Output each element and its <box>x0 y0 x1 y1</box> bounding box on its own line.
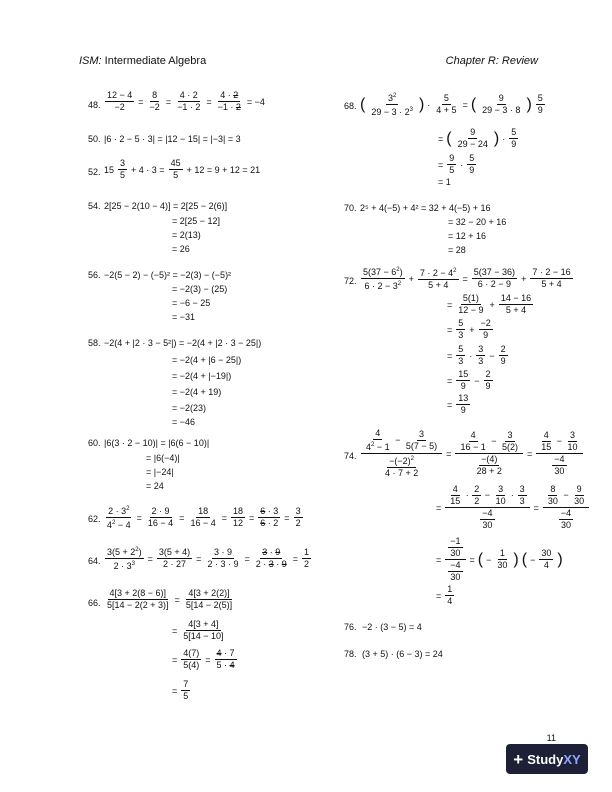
problem-74-line-3: = $\frac{\frac{-1}{30}}{\frac{-4}{30}}$ = ( − $\frac{1}{30}$ ) ( − $\frac{30}{4}$ ) <box>436 536 563 582</box>
problem-54-line-3: = 2(13) <box>172 230 201 240</box>
problem-56-line-1: −2(5 − 2) − (−5)² = −2(3) − (−5)² <box>104 270 232 280</box>
problem-50: |6 · 2 − 5 · 3| = |12 − 15| = |−3| = 3 <box>104 134 241 144</box>
problem-76-number: 76. <box>344 622 357 632</box>
problem-70-line-4: = 28 <box>448 245 466 255</box>
problem-58-line-5: = −2(23) <box>172 403 207 413</box>
problem-54-line-2: = 2[25 − 12] <box>172 216 221 226</box>
problem-72-line-1: $\frac{5(37 - 6^2)}{6 \cdot 2 - 3^2}$ + $\frac{7 \cdot 2 - 4^2}{5 + 4}$ = $\frac{5(37 - 36)}{6 \cdot 2 - 9}$ + $\frac{7 \cdot 2 - 16}{5 + 4}$ <box>363 267 571 291</box>
problem-54-number: 54. <box>88 201 101 211</box>
problem-56-number: 56. <box>88 270 101 280</box>
problem-66-line-3: = $\frac{4(7)}{5(4)}$ = $\frac{4 \cdot 7}{5 \cdot 4}$ <box>172 648 235 670</box>
problem-72-line-6: = $\frac{13}{9}$ <box>447 393 469 415</box>
problem-72-number: 72. <box>344 276 357 286</box>
problem-70-number: 70. <box>344 203 357 213</box>
problem-58-line-1: −2(4 + |2 · 3 − 5²|) = −2(4 + |2 · 3 − 25|) <box>104 338 262 348</box>
problem-78: (3 + 5) · (6 − 3) = 24 <box>362 649 443 659</box>
problem-54-line-4: = 26 <box>172 244 190 254</box>
running-header-right: Chapter R: Review <box>445 55 538 67</box>
problem-72-line-5: = $\frac{15}{9}$ − $\frac{2}{9}$ <box>447 369 491 391</box>
problem-60-number: 60. <box>88 438 101 448</box>
problem-68-number: 68. <box>344 101 357 111</box>
problem-58-line-4: = −2(4 + 19) <box>172 387 222 397</box>
problem-60-line-4: = 24 <box>146 481 164 491</box>
problem-64-number: 64. <box>88 556 101 566</box>
problem-60-line-2: = |6(−4)| <box>146 453 180 463</box>
problem-66-line-4: = $\frac{7}{5}$ <box>172 679 189 701</box>
problem-74-line-1: $\frac{4}{4^2 - 1}$ − $\frac{3}{5(7 - 5)}$ $\frac{-(-2)^2}{4 \cdot 7 + 2}$ = $\frac{4}{16 - 1}$ − $\frac{3}{5(2)}$ $\frac{-(4)}{28 + 2}$ = $\frac{4}{15}$ − $\frac{3}{10}$ $\frac{-4}{30}$ <box>360 428 584 479</box>
problem-66-line-2: = $\frac{4[3 + 4]}{5[14 - 10]}$ <box>172 619 224 641</box>
logo-wordmark: StudyXY <box>527 751 581 767</box>
problem-58-line-6: = −46 <box>172 417 196 427</box>
plus-icon: + <box>513 749 524 769</box>
problem-70-line-2: = 32 − 20 + 16 <box>448 217 507 227</box>
problem-56-line-3: = −6 − 25 <box>172 298 211 308</box>
problem-78-number: 78. <box>344 649 357 659</box>
problem-52: 15 $\frac{3}{5}$ + 4 · 3 = $\frac{45}{5}$ + 12 = 9 + 12 = 21 <box>104 158 261 180</box>
problem-54-line-1: 2[25 − 2(10 − 4)] = 2[25 − 2(6)] <box>104 201 228 211</box>
problem-66-line-1: $\frac{4[3 + 2(8 - 6)]}{5[14 - 2(2 + 3)]}$ = $\frac{4[3 + 2(2)]}{5[14 - 2(5)]}$ <box>107 588 233 610</box>
problem-48-number: 48. <box>88 100 101 110</box>
problem-68-line-4: = 1 <box>438 177 451 187</box>
problem-58-line-2: = −2(4 + |6 − 25|) <box>172 355 242 365</box>
problem-56-line-4: = −31 <box>172 312 196 322</box>
problem-58-number: 58. <box>88 338 101 348</box>
problem-52-number: 52. <box>88 167 101 177</box>
problem-50-number: 50. <box>88 134 101 144</box>
problem-62-number: 62. <box>88 514 101 524</box>
problem-70-line-1: 2⁵ + 4(−5) + 4² = 32 + 4(−5) + 16 <box>360 203 491 213</box>
problem-76: −2 · (3 − 5) = 4 <box>362 622 422 632</box>
problem-72-line-2: = $\frac{5(1)}{12 - 9}$ + $\frac{14 - 16}{5 + 4}$ <box>447 293 532 315</box>
problem-66-number: 66. <box>88 598 101 608</box>
problem-72-line-3: = $\frac{5}{3}$ + $\frac{-2}{9}$ <box>447 318 491 340</box>
problem-64: $\frac{3(5 + 2^2)}{2 \cdot 3^3}$ = $\frac{3(5 + 4)}{2 \cdot 27}$ = $\frac{3 \cdot 9}{2 \cdot 3 \cdot 9}$ = $\frac{3 \cdot 9}{2 \cdot 3 \cdot 9}$ = $\frac{1}{2}$ <box>107 547 310 571</box>
page-number: 11 <box>546 733 556 743</box>
problem-48: $\frac{12 - 4}{-2}$ = $\frac{8}{-2}$ = $\frac{4 \cdot 2}{-1 \cdot 2}$ = $\frac{4 \cdot 2}{-1 \cdot 2}$ = −4 <box>107 90 265 112</box>
problem-58-line-3: = −2(4 + |−19|) <box>172 371 232 381</box>
problem-70-line-3: = 12 + 16 <box>448 231 487 241</box>
problem-56-line-2: = −2(3) − (25) <box>172 284 228 294</box>
problem-62: $\frac{2 \cdot 3^2}{4^2 - 4}$ = $\frac{2 \cdot 9}{16 - 4}$ = $\frac{18}{16 - 4}$ = $\frac{18}{12}$ = $\frac{6 \cdot 3}{6 \cdot 2}$ = $\frac{3}{2}$ <box>107 506 301 530</box>
problem-68-line-1: ( $\frac{3^2}{29 - 3 \cdot 2^3}$ ) · $\frac{5}{4 + 5}$ = ( $\frac{9}{29 - 3 \cdot 8}$ ) $\frac{5}{9}$ <box>360 93 543 117</box>
problem-72-line-4: = $\frac{5}{3}$ · $\frac{3}{3}$ − $\frac{2}{9}$ <box>447 344 506 366</box>
running-header-left: ISM: Intermediate Algebra <box>79 55 207 67</box>
problem-74-number: 74. <box>344 451 357 461</box>
problem-60-line-3: = |−24| <box>146 467 174 477</box>
problem-60-line-1: |6(3 · 2 − 10)| = |6(6 − 10)| <box>104 438 210 448</box>
problem-68-line-2: = ( $\frac{9}{29 - 24}$ ) · $\frac{5}{9}$ <box>438 127 517 149</box>
problem-74-line-4: = $\frac{1}{4}$ <box>436 584 453 606</box>
problem-68-line-3: = $\frac{9}{5}$ · $\frac{5}{9}$ <box>438 153 475 175</box>
problem-74-line-2: = $\frac{4}{15}$ · $\frac{2}{2}$ − $\frac{3}{10}$ · $\frac{3}{3}$ $\frac{-4}{30}$ = $\frac{8}{30}$ − $\frac{9}{30}$ $\frac{-4}{30}$ <box>436 484 590 531</box>
studyxy-logo <box>506 744 588 774</box>
